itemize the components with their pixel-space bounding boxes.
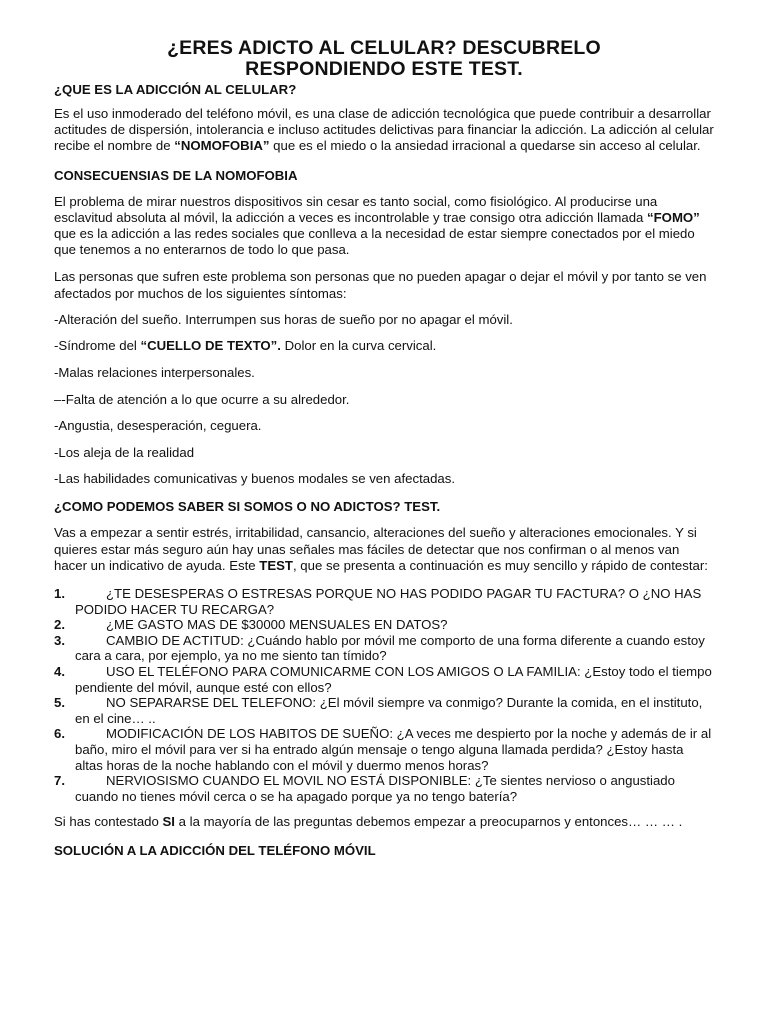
paragraph-conclusion: Si has contestado SI a la mayoría de las preguntas debemos empezar a preocuparnos y entonces… … … . bbox=[54, 814, 683, 830]
document-page bbox=[54, 38, 714, 867]
test-question: 2. ¿ME GASTO MAS DE $30000 MENSUALES EN DATOS? bbox=[54, 617, 448, 633]
document-title bbox=[54, 38, 714, 80]
symptom-7: -Las habilidades comunicativas y buenos modales se ven afectadas. bbox=[54, 471, 455, 487]
term-nomofobia: “NOMOFOBIA” bbox=[174, 138, 270, 154]
symptom-3: -Malas relaciones interpersonales. bbox=[54, 365, 255, 381]
paragraph-definition: Es el uso inmoderado del teléfono móvil, es una clase de adicción tecnológica que puede contribuir a desarrollar actitudes de dispersión, intolerancia e incluso actitudes delictivas para financiar la adicción. La adicción al celular recibe el nombre de “NOMOFOBIA” que es el miedo o la ansiedad irracional a quedarse sin acceso al celular. bbox=[54, 106, 714, 154]
symptom-4: –-Falta de atención a lo que ocurre a su alrededor. bbox=[54, 391, 350, 407]
heading-que-es: ¿QUE ES LA ADICCIÓN AL CELULAR? bbox=[54, 82, 297, 97]
test-question: 4. USO EL TELÉFONO PARA COMUNICARME CON LOS AMIGOS O LA FAMILIA: ¿Estoy todo el tiempo pendiente del móvil, aunque esté con ellos? bbox=[54, 663, 712, 695]
heading-consecuencias: CONSECUENSIAS DE LA NOMOFOBIA bbox=[54, 167, 298, 183]
symptom-1: -Alteración del sueño. Interrumpen sus horas de sueño por no apagar el móvil. bbox=[54, 311, 513, 327]
test-question-list bbox=[54, 586, 714, 804]
paragraph-problema: El problema de mirar nuestros dispositivos sin cesar es tanto social, como fisiológico. Al producirse una esclavitud absoluta al móvil, la adicción a veces es incontrolable y trae consigo otra adicción llamada “FOMO” que es la adicción a las redes sociales que conlleva a la necesidad de estar siempre conectados por el miedo que tenemos a no enterarnos de todo lo que pasa. bbox=[54, 193, 700, 258]
symptom-2: -Síndrome del “CUELLO DE TEXTO”. Dolor en la curva cervical. bbox=[54, 338, 437, 354]
test-question: 6. MODIFICACIÓN DE LOS HABITOS DE SUEÑO: ¿A veces me despierto por la noche y además de ir al baño, miro el móvil para ver si ha entrado algún mensaje o tengo alguna llamada perdida? ¿Estoy hasta altas horas de la noche hablando con el móvil y duermo menos horas? bbox=[54, 726, 712, 773]
term-cuello-de-texto: “CUELLO DE TEXTO”. bbox=[140, 338, 281, 354]
paragraph-test-intro: Vas a empezar a sentir estrés, irritabilidad, cansancio, alteraciones del sueño y alteraciones emocionales. Y si quieres estar más seguro aún hay unas señales mas fáciles de detectar que nos confirman o al menos van hacer un indicativo de ayuda. Este TEST, que se presenta a continuación es muy sencillo y rápido de contestar: bbox=[54, 525, 708, 573]
test-question: 5. NO SEPARARSE DEL TELEFONO: ¿El móvil siempre va conmigo? Durante la comida, en el instituto, en el cine… .. bbox=[54, 695, 703, 726]
test-question: 7. NERVIOSISMO CUANDO EL MOVIL NO ESTÁ DISPONIBLE: ¿Te sientes nervioso o angustiado cuando no tienes móvil cerca o se ha apagado porque ya no tengo batería? bbox=[54, 773, 675, 804]
term-fomo: “FOMO” bbox=[647, 209, 700, 225]
title-line-2: RESPONDIENDO ESTE TEST. bbox=[245, 58, 523, 80]
term-si: SI bbox=[162, 814, 175, 830]
heading-solucion: SOLUCIÓN A LA ADICCIÓN DEL TELÉFONO MÓVIL bbox=[54, 842, 376, 858]
symptom-5: -Angustia, desesperación, ceguera. bbox=[54, 418, 262, 434]
test-question: 3. CAMBIO DE ACTITUD: ¿Cuándo hablo por móvil me comporto de una forma diferente a cuando estoy cara a cara, por ejemplo, ya no me siento tan tímido? bbox=[54, 632, 705, 664]
test-question: 1. ¿TE DESESPERAS O ESTRESAS PORQUE NO HAS PODIDO PAGAR TU FACTURA? O ¿NO HAS PODIDO HACER TU RECARGA? bbox=[54, 586, 702, 617]
term-test: TEST bbox=[259, 557, 293, 573]
paragraph-sintomas-intro: Las personas que sufren este problema son personas que no pueden apagar o dejar el móvil y por tanto se ven afectados por muchos de los siguientes síntomas: bbox=[54, 269, 707, 301]
title-line-1: ¿ERES ADICTO AL CELULAR? DESCUBRELO bbox=[167, 37, 601, 59]
heading-como-saber: ¿COMO PODEMOS SABER SI SOMOS O NO ADICTOS? TEST. bbox=[54, 499, 441, 515]
symptom-6: -Los aleja de la realidad bbox=[54, 444, 195, 460]
